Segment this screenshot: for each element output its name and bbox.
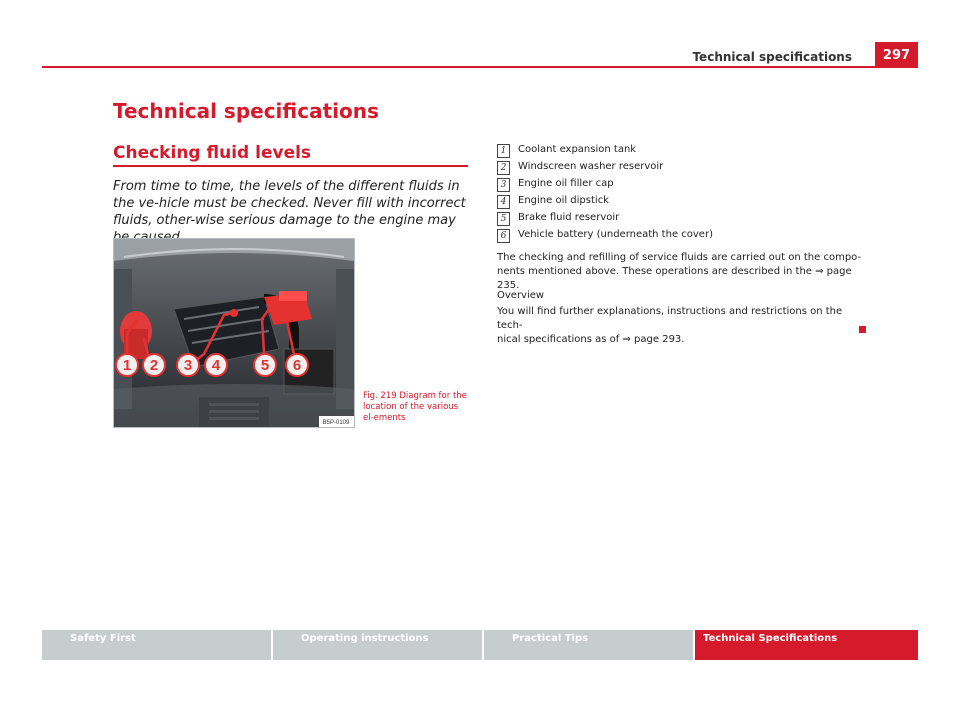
footer-tab-practical-tips[interactable]: Practical Tips xyxy=(484,630,693,660)
header-rule xyxy=(42,66,918,68)
figure-callout-2: 2 xyxy=(149,357,159,374)
legend-number-badge: 2 xyxy=(497,161,510,175)
body-line: nents mentioned above. These operations are described in the ⇒ page 235. xyxy=(497,266,852,291)
intro-text: From time to time, the levels of the different fluids in the ve-hicle must be checked. Never fill with incorrect fluids, other-wise serious damage to the engine may xyxy=(113,179,466,228)
figure-callout-5: 5 xyxy=(260,357,270,374)
legend-number-badge: 6 xyxy=(497,229,510,243)
body-paragraph xyxy=(497,251,867,293)
legend-label: Brake fluid reservoir xyxy=(518,212,620,223)
figure-callout-6: 6 xyxy=(292,357,302,374)
subsection-title: Checking fluid levels xyxy=(113,143,312,163)
figure-caption: Fig. 219 Diagram for the location of the various el-ements xyxy=(363,391,467,423)
body-line: nical specifications as of ⇒ page 293. xyxy=(497,334,685,345)
figure-callout-3: 3 xyxy=(183,357,193,374)
page-number: 297 xyxy=(875,42,918,68)
footer-tab-technical-specifications[interactable]: Technical Specifications xyxy=(695,630,918,660)
body-line: You will find further explanations, instructions and restrictions on the tech- xyxy=(497,306,843,331)
legend-number-badge: 3 xyxy=(497,178,510,192)
figure-callout-4: 4 xyxy=(211,357,221,374)
legend-number-badge: 1 xyxy=(497,144,510,158)
section-end-marker xyxy=(859,326,866,333)
legend-number-badge: 4 xyxy=(497,195,510,209)
legend-number-badge: 5 xyxy=(497,212,510,226)
legend-label: Windscreen washer reservoir xyxy=(518,161,664,172)
legend-label: Coolant expansion tank xyxy=(518,144,637,155)
legend-label: Vehicle battery (underneath the cover) xyxy=(518,229,713,240)
overview-heading: Overview xyxy=(497,290,545,301)
body-paragraph xyxy=(497,305,867,347)
legend-label: Engine oil filler cap xyxy=(518,178,614,189)
section-title: Technical specifications xyxy=(113,99,379,123)
figure-callout-1: 1 xyxy=(122,357,132,374)
footer-tab-operating-instructions[interactable]: Operating instructions xyxy=(273,630,482,660)
running-title: Technical specifications xyxy=(692,50,852,64)
engine-bay-figure xyxy=(113,238,355,428)
body-line: The checking and refilling of service fluids are carried out on the compo- xyxy=(497,252,862,263)
legend-label: Engine oil dipstick xyxy=(518,195,609,206)
subsection-rule xyxy=(113,165,468,167)
figure-code: B5P-0109 xyxy=(322,420,350,426)
footer-tab-safety-first[interactable]: Safety First xyxy=(42,630,271,660)
